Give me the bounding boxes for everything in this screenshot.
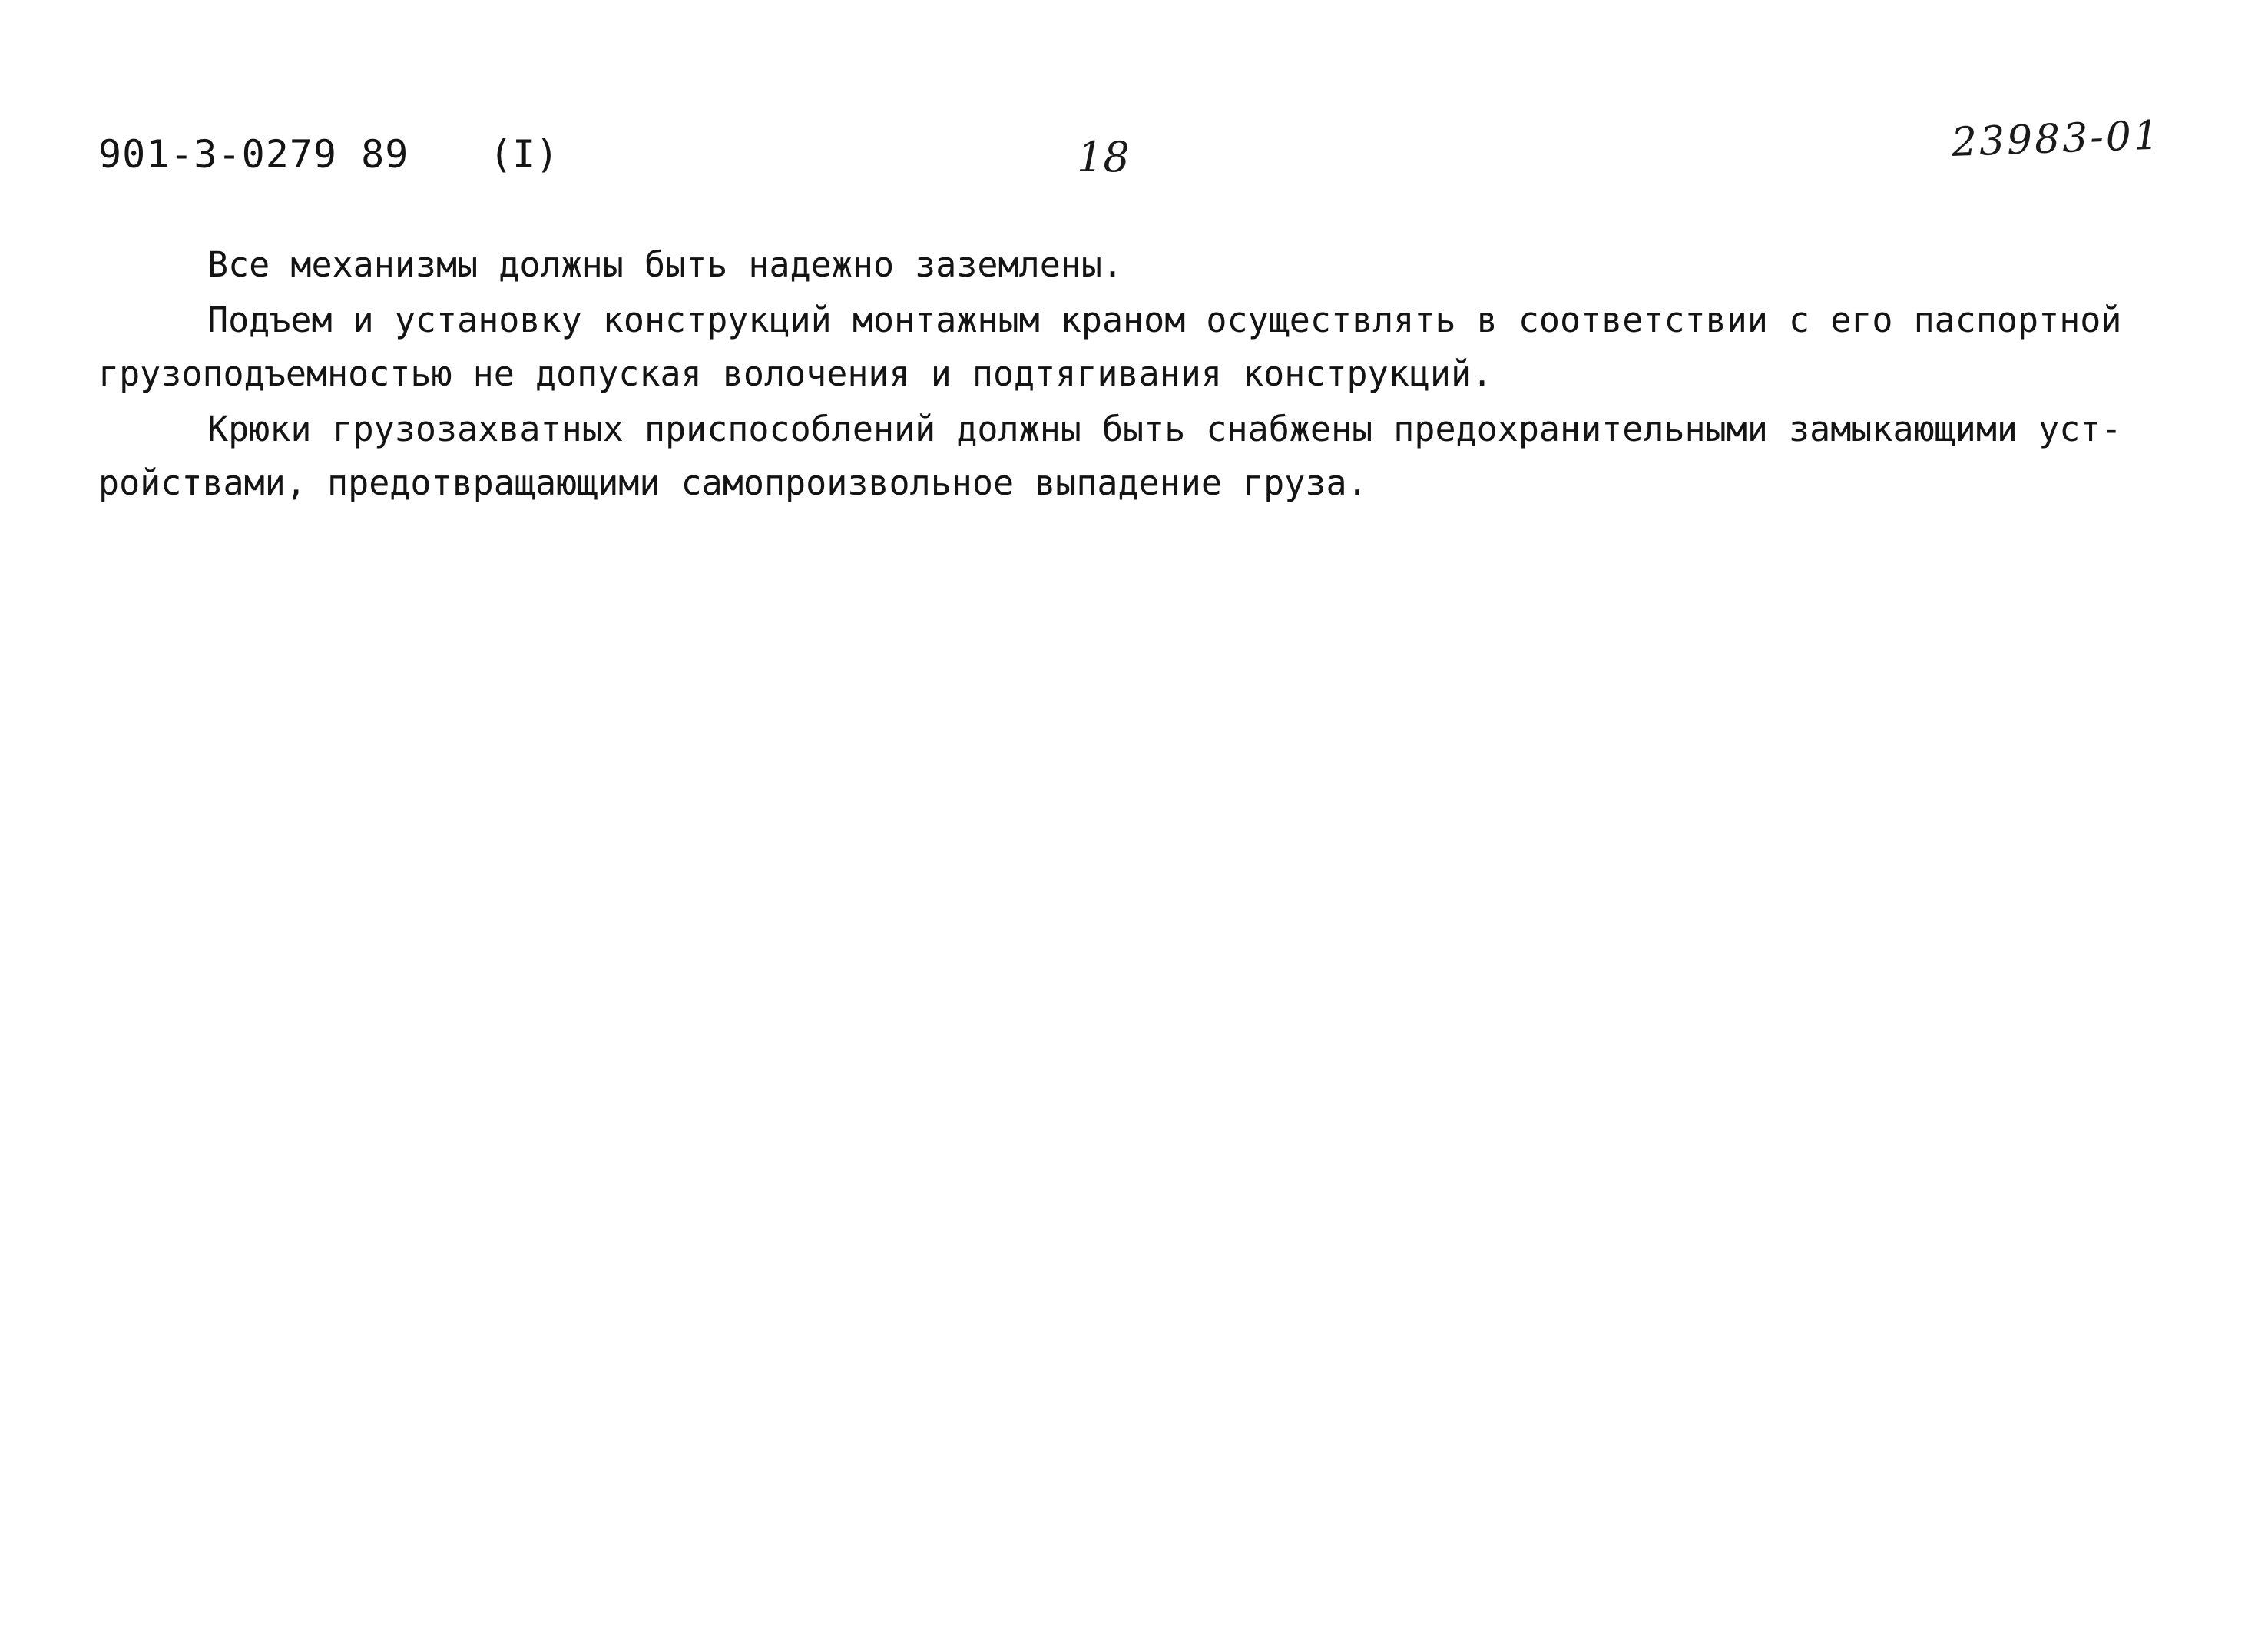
text-line: ройствами, предотвращающими самопроизвольное выпадение груза.	[98, 462, 1368, 503]
text-line: Подъем и установку конструкций монтажным краном осуществлять в соответствии с его паспортной	[207, 300, 2122, 340]
text-line: Крюки грузозахватных приспособлений должны быть снабжены предохранительными замыкающими уст-	[207, 409, 2122, 449]
document-code: 901-3-0279 89	[98, 132, 409, 177]
text-line: грузоподъемностью не допуская волочения и подтягивания конструкций.	[98, 353, 1493, 394]
sheet-marker: (I)	[489, 132, 559, 177]
page-number: 18	[1077, 133, 1130, 181]
inventory-number: 23983-01	[1950, 112, 2162, 166]
text-line: Все механизмы должны быть надежно заземлены.	[207, 244, 1124, 285]
